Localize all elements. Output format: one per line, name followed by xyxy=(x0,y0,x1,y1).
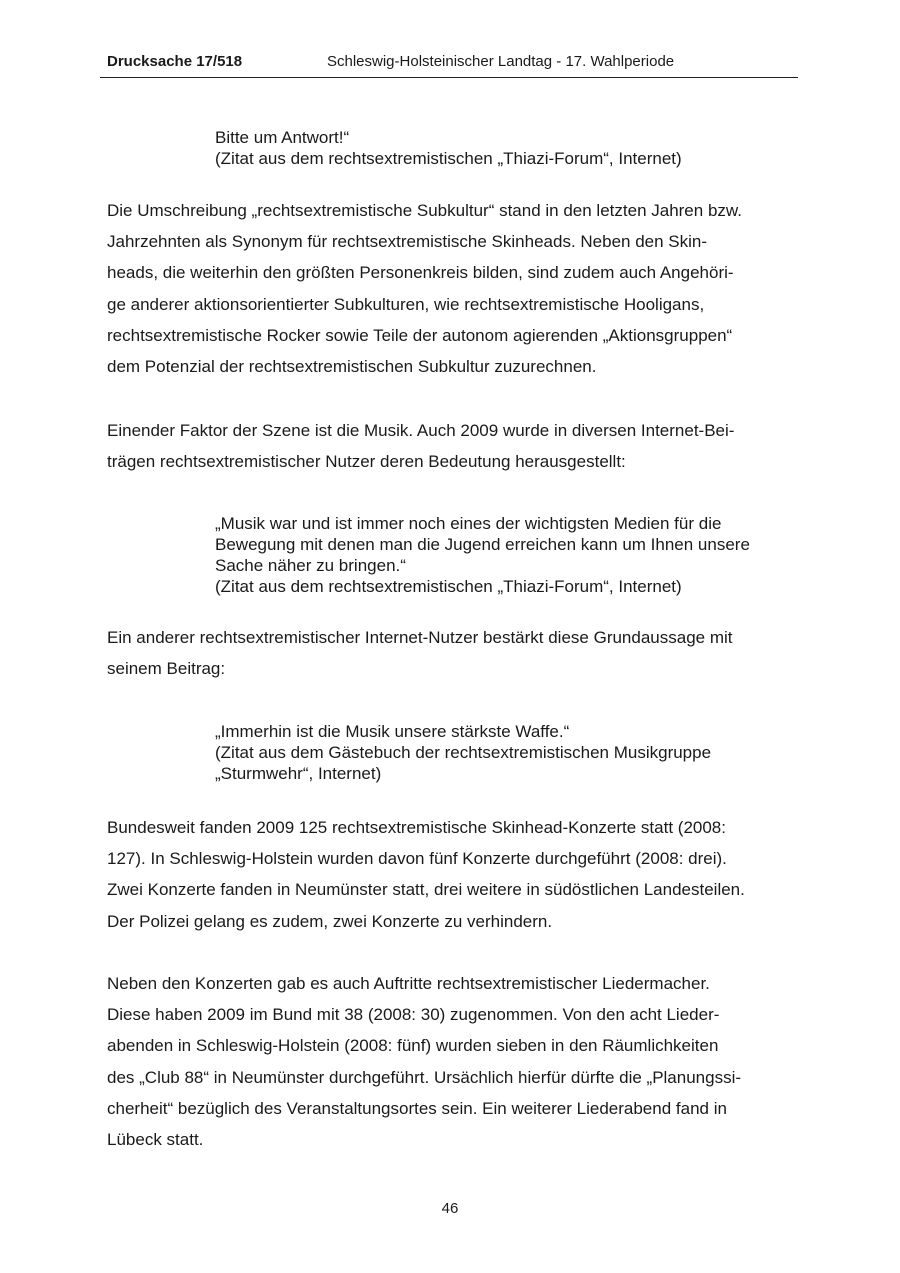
text-line: Neben den Konzerten gab es auch Auftritte rechtsextremistischer Liedermacher. xyxy=(107,974,710,993)
quote-line: Bitte um Antwort!“ xyxy=(215,128,350,147)
text-line: Zwei Konzerte fanden in Neumünster statt, drei weitere in südöstlichen Landesteilen. xyxy=(107,880,745,900)
text-line: trägen rechtsextremistischer Nutzer deren Bedeutung herausgestellt: xyxy=(107,452,626,472)
paragraph-other-user xyxy=(107,622,797,684)
page-number: 46 xyxy=(441,1200,459,1217)
text-line: ge anderer aktionsorientierter Subkulturen, wie rechtsextremistische Hooligans, xyxy=(107,294,705,314)
text-line: Einender Faktor der Szene ist die Musik. Auch 2009 wurde in diversen Internet-Bei- xyxy=(107,421,735,440)
text-line: Ein anderer rechtsextremistischer Internet-Nutzer bestärkt diese Grundaussage mit xyxy=(107,628,733,647)
paragraph-subculture xyxy=(107,195,797,382)
quote-block-1 xyxy=(215,127,682,169)
quote-line: Bewegung mit denen man die Jugend erreichen kann um Ihnen unsere xyxy=(215,535,750,554)
header-title: Schleswig-Holsteinischer Landtag - 17. Wahlperiode xyxy=(327,53,675,70)
text-line: Der Polizei gelang es zudem, zwei Konzerte zu verhindern. xyxy=(107,911,553,931)
quote-block-2 xyxy=(215,513,750,597)
text-line: abenden in Schleswig-Holstein (2008: fünf) wurden sieben in den Räumlichkeiten xyxy=(107,1036,719,1056)
quote-source: „Sturmwehr“, Internet) xyxy=(215,764,382,783)
text-line: Diese haben 2009 im Bund mit 38 (2008: 30) zugenommen. Von den acht Lieder- xyxy=(107,1005,720,1025)
quote-source: (Zitat aus dem rechtsextremistischen „Thiazi-Forum“, Internet) xyxy=(215,149,682,168)
paragraph-songwriters xyxy=(107,968,797,1155)
text-line: Bundesweit fanden 2009 125 rechtsextremistische Skinhead-Konzerte statt (2008: xyxy=(107,818,726,837)
text-line: Die Umschreibung „rechtsextremistische Subkultur“ stand in den letzten Jahren bzw. xyxy=(107,201,742,220)
quote-source: (Zitat aus dem Gästebuch der rechtsextremistischen Musikgruppe xyxy=(215,743,712,762)
text-line: cherheit“ bezüglich des Veranstaltungsortes sein. Ein weiterer Liederabend fand in xyxy=(107,1098,727,1118)
document-number: Drucksache 17/518 xyxy=(107,53,243,70)
text-line: dem Potenzial der rechtsextremistischen Subkultur zuzurechnen. xyxy=(107,357,597,377)
quote-block-3 xyxy=(215,721,711,784)
text-line: Lübeck statt. xyxy=(107,1130,204,1150)
text-line: Jahrzehnten als Synonym für rechtsextremistische Skinheads. Neben den Skin- xyxy=(107,232,708,252)
paragraph-concerts xyxy=(107,812,797,937)
text-line: seinem Beitrag: xyxy=(107,659,226,679)
paragraph-music-factor xyxy=(107,415,797,477)
text-line: rechtsextremistische Rocker sowie Teile der autonom agierenden „Aktionsgruppen“ xyxy=(107,325,733,345)
text-line: 127). In Schleswig-Holstein wurden davon fünf Konzerte durchgeführt (2008: drei). xyxy=(107,849,727,869)
quote-source: (Zitat aus dem rechtsextremistischen „Thiazi-Forum“, Internet) xyxy=(215,577,682,596)
page-header xyxy=(100,52,798,78)
quote-line: Sache näher zu bringen.“ xyxy=(215,556,406,575)
quote-line: „Immerhin ist die Musik unsere stärkste Waffe.“ xyxy=(215,722,570,741)
text-line: heads, die weiterhin den größten Personenkreis bilden, sind zudem auch Angehöri- xyxy=(107,263,734,283)
quote-line: „Musik war und ist immer noch eines der wichtigsten Medien für die xyxy=(215,514,722,533)
text-line: des „Club 88“ in Neumünster durchgeführt. Ursächlich hierfür dürfte die „Planungssi- xyxy=(107,1067,742,1087)
